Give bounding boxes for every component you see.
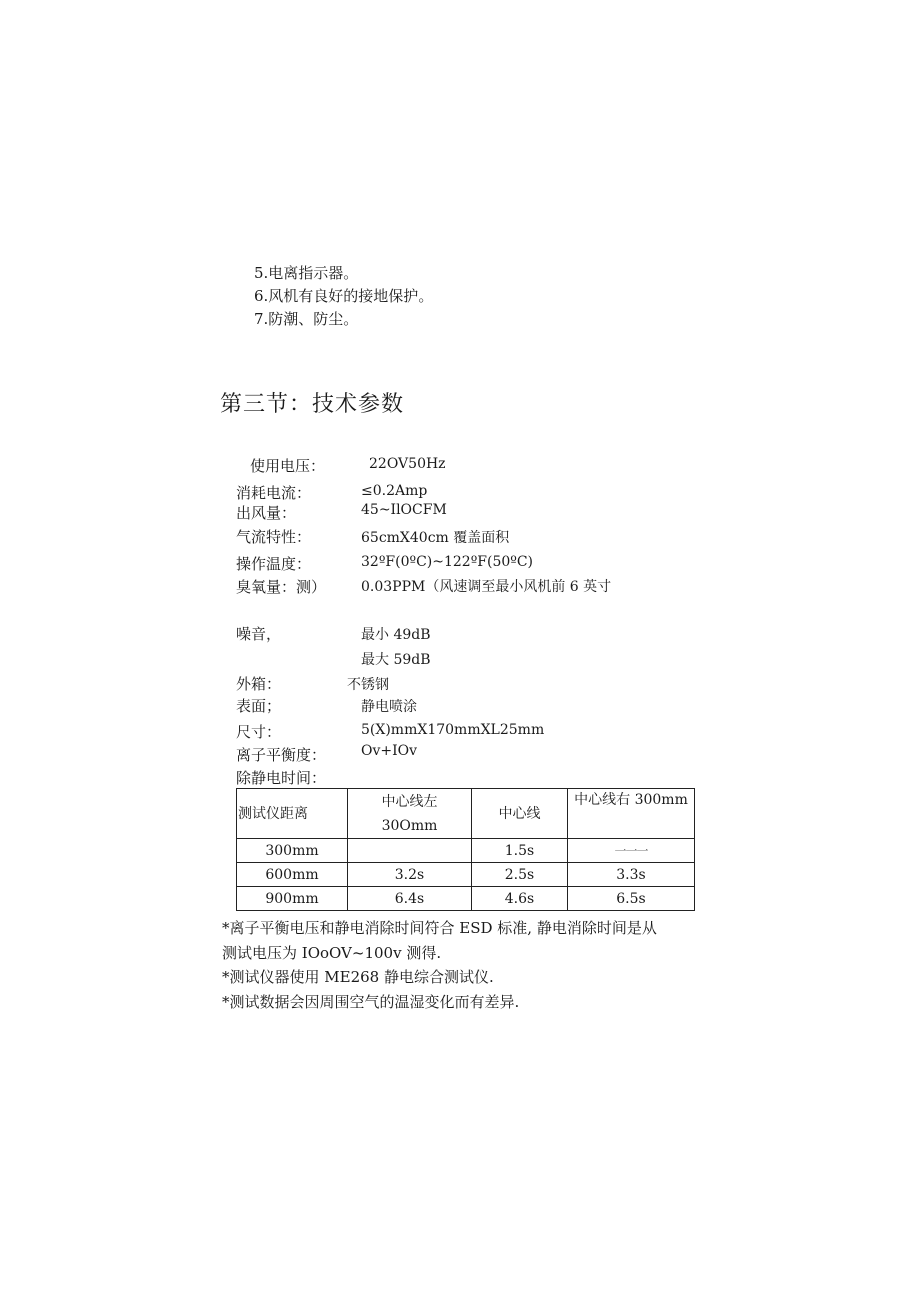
spec-label-size: 尺寸： [236,723,282,741]
section-title: 第三节：技术参数 [220,392,405,417]
spec-value-voltage: 22OV50Hz [369,456,446,472]
table-header-row [237,789,695,839]
header-left-line1: 中心线左 [381,794,438,810]
header-distance: 测试仪距离 [237,789,348,839]
spec-value-ozone: 0.03PPM（风速调至最小风机前 6 英寸 [361,579,612,595]
header-right: 中心线右 300mm [568,789,695,839]
spec-label-temp: 操作温度： [236,555,312,573]
spec-label-ozone: 臭氧量：测） [236,578,327,596]
header-center: 中心线 [472,789,568,839]
spec-label-noise: 噪音， [236,625,282,643]
header-left-line2: 30Omm [381,818,438,834]
table-row [237,863,695,887]
spec-value-surface: 静电喷涂 [361,699,417,715]
row-left: 3.2s [348,863,472,887]
spec-value-current: ≤0.2Amp [361,483,428,499]
spec-value-size: 5(X)mmX170mmXL25mm [361,722,545,738]
row-distance: 600mm [237,863,348,887]
spec-label-case: 外箱： [236,675,282,693]
row-left: 6.4s [348,887,472,911]
spec-value-airflow: 45~IlOCFM [361,502,447,518]
spec-label-surface: 表面； [236,697,282,715]
row-right [568,839,695,863]
row-right: 6.5s [568,887,695,911]
spec-label-discharge: 除静电时间： [236,769,327,787]
note-3: *测试数据会因周围空气的温湿变化而有差异. [222,993,520,1011]
spec-value-temp: 32ºF(0ºC)~122ºF(50ºC) [361,554,534,570]
note-1-continued: 测试电压为 IOoOV~100v 测得. [222,944,442,962]
spec-label-balance: 离子平衡度： [236,746,327,764]
feature-item-5: 5.电离指示器。 [254,264,359,282]
row-distance: 900mm [237,887,348,911]
spec-label-airflow-char: 气流特性： [236,528,312,546]
note-2: *测试仪器使用 ME268 静电综合测试仪. [222,968,494,986]
spec-value-noise-max: 最大 59dB [361,652,431,668]
spec-value-balance: Ov+IOv [361,743,418,759]
row-center: 4.6s [472,887,568,911]
spec-label-current: 消耗电流： [236,484,312,502]
discharge-time-table [236,788,695,911]
row-center: 1.5s [472,839,568,863]
feature-item-7: 7.防潮、防尘。 [254,310,359,328]
header-left [348,789,472,839]
row-center: 2.5s [472,863,568,887]
spec-value-case: 不锈钢 [347,677,389,693]
note-1: *离子平衡电压和静电消除时间符合 ESD 标准, 静电消除时间是从 [222,919,657,937]
spec-label-voltage: 使用电压： [250,457,326,475]
feature-item-6: 6.风机有良好的接地保护。 [254,287,434,305]
row-distance: 300mm [237,839,348,863]
row-right: 3.3s [568,863,695,887]
row-left [348,839,472,863]
spec-value-airflow-char: 65cmX40cm 覆盖面积 [361,530,510,546]
dash-placeholder: 一一一 [614,843,648,858]
table-row [237,839,695,863]
table-row [237,887,695,911]
spec-value-noise-min: 最小 49dB [361,627,431,643]
spec-label-airflow: 出风量： [236,504,297,522]
